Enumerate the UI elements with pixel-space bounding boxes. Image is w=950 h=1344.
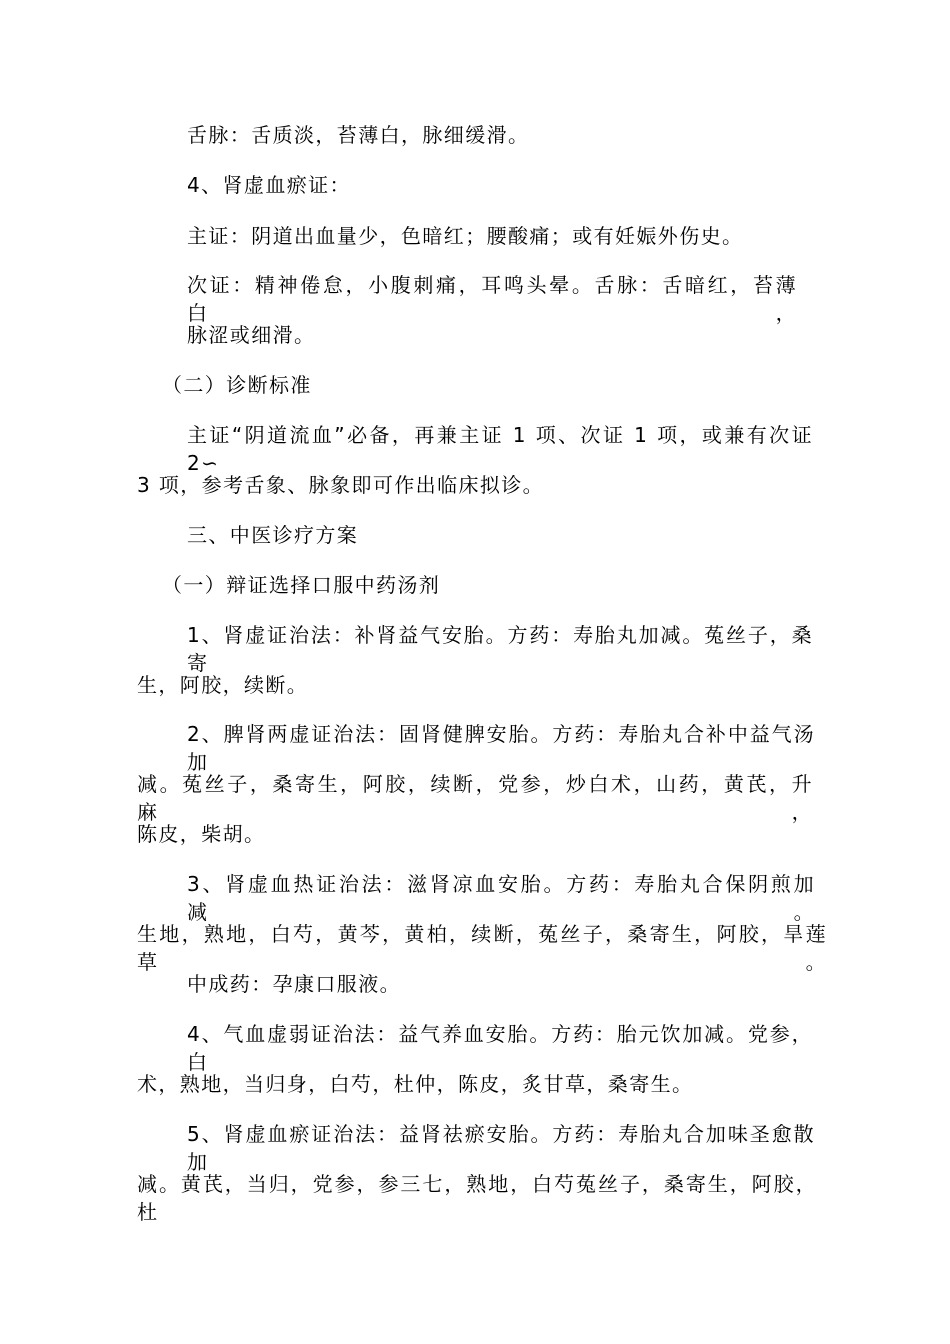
text-line-secondary-symptom: 次证：精神倦怠，小腹刺痛，耳鸣头晕。舌脉：舌暗红，苔薄白， — [187, 273, 797, 325]
text-line-treatment-2b: 减。菟丝子，桑寄生，阿胶，续断，党参，炒白术，山药，黄芪，升麻， — [137, 772, 813, 824]
text-line-treatment-5b: 减。黄芪，当归，党参，参三七，熟地，白芍菟丝子，桑寄生，阿胶，杜 — [137, 1172, 817, 1224]
text-line-treatment-4b: 术，熟地，当归身，白芍，杜仲，陈皮，炙甘草，桑寄生。 — [137, 1072, 694, 1096]
text-line-treatment-3b: 生地，熟地，白芍，黄芩，黄柏，续断，菟丝子，桑寄生，阿胶，旱莲草。 — [137, 922, 827, 974]
text-line-main-symptom: 主证：阴道出血量少，色暗红；腰酸痛；或有妊娠外伤史。 — [187, 224, 744, 248]
text-line-criteria-2: 3 项，参考舌象、脉象即可作出临床拟诊。 — [137, 473, 545, 497]
section-heading-oral-decoction: （一）辩证选择口服中药汤剂 — [162, 573, 441, 597]
text-line-treatment-1a: 1、肾虚证治法：补肾益气安胎。方药：寿胎丸加减。菟丝子，桑寄 — [187, 623, 813, 675]
text-line-pulse: 脉涩或细滑。 — [187, 323, 316, 347]
text-line-treatment-4a: 4、气血虚弱证治法：益气养血安胎。方药：胎元饮加减。党参，白 — [187, 1022, 813, 1074]
section-heading-kidney-deficiency-blood-stasis: 4、肾虚血瘀证： — [187, 173, 351, 197]
text-line-treatment-1b: 生，阿胶，续断。 — [137, 673, 309, 697]
text-line-treatment-5a: 5、肾虚血瘀证治法：益肾祛瘀安胎。方药：寿胎丸合加味圣愈散加 — [187, 1122, 815, 1174]
section-heading-tcm-treatment: 三、中医诊疗方案 — [187, 523, 359, 547]
text-line-treatment-2a: 2、脾肾两虚证治法：固肾健脾安胎。方药：寿胎丸合补中益气汤加 — [187, 722, 815, 774]
section-heading-diagnostic-criteria: （二）诊断标准 — [162, 373, 312, 397]
text-line-criteria-1: 主证“阴道流血”必备，再兼主证 1 项、次证 1 项，或兼有次证 2∽ — [187, 423, 813, 475]
text-line-treatment-2c: 陈皮，柴胡。 — [137, 822, 266, 846]
text-line-treatment-3a: 3、肾虚血热证治法：滋肾凉血安胎。方药：寿胎丸合保阴煎加减。 — [187, 872, 815, 924]
text-line-patent-medicine: 中成药：孕康口服液。 — [187, 972, 401, 996]
text-line-tongue-pulse-1: 舌脉：舌质淡，苔薄白，脉细缓滑。 — [187, 123, 530, 147]
